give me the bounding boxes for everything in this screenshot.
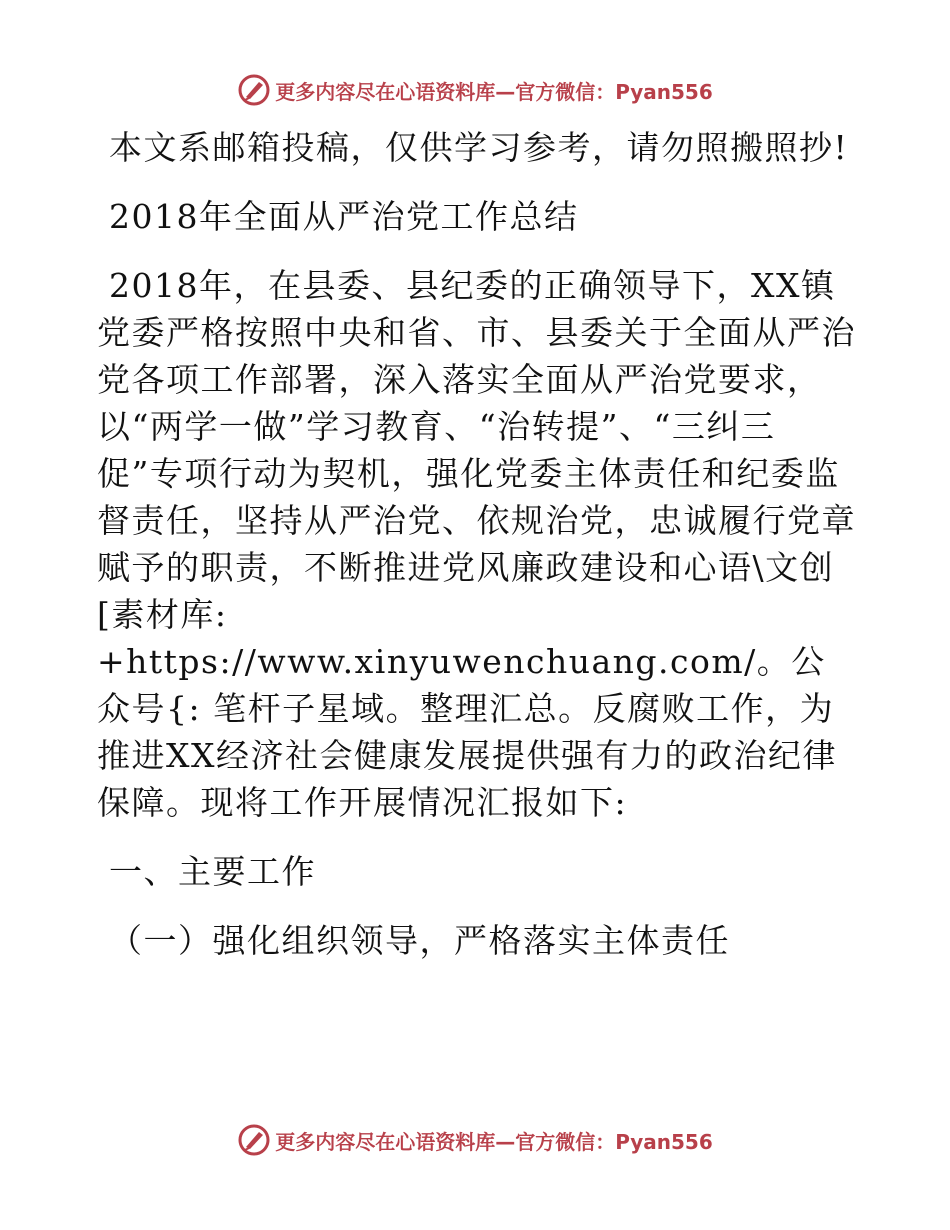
document-body	[97, 124, 857, 964]
subsection-heading: （一）强化组织领导，严格落实主体责任	[109, 921, 730, 960]
watermark-text: 更多内容尽在心语资料库—官方微信：Pyan556	[275, 79, 713, 104]
notice-paragraph: 本文系邮箱投稿，仅供学习参考，请勿照搬照抄!	[109, 128, 849, 167]
quill-seal-icon	[237, 1123, 271, 1157]
quill-seal-icon	[237, 73, 271, 107]
intro-paragraph: 2018年，在县委、县纪委的正确领导下，XX镇党委严格按照中央和省、市、县委关于全面从严治党各项工作部署，深入落实全面从严治党要求，以“两学一做”学习教育、“治转提”、“三纠三促”专项行动为契机，强化党委主体责任和纪委监督责任，坚持从严治党、依规治党，忠诚履行党章赋予的职责，不断推进党风廉政建设和心语\文创[素材库: +https://www.xinyuwenchuang.com/。公众号{: 笔杆子星域。整理汇总。反腐败工作，为推进XX经济社会健康发展提供强有力的政治纪律保障。现将工作开展情况汇报如下:	[97, 266, 856, 822]
watermark-text: 更多内容尽在心语资料库—官方微信：Pyan556	[275, 1129, 713, 1154]
section-heading: 一、主要工作	[109, 852, 316, 891]
header-watermark-banner	[0, 68, 950, 112]
document-title: 2018年全面从严治党工作总结	[109, 197, 579, 236]
footer-watermark-banner	[0, 1118, 950, 1162]
